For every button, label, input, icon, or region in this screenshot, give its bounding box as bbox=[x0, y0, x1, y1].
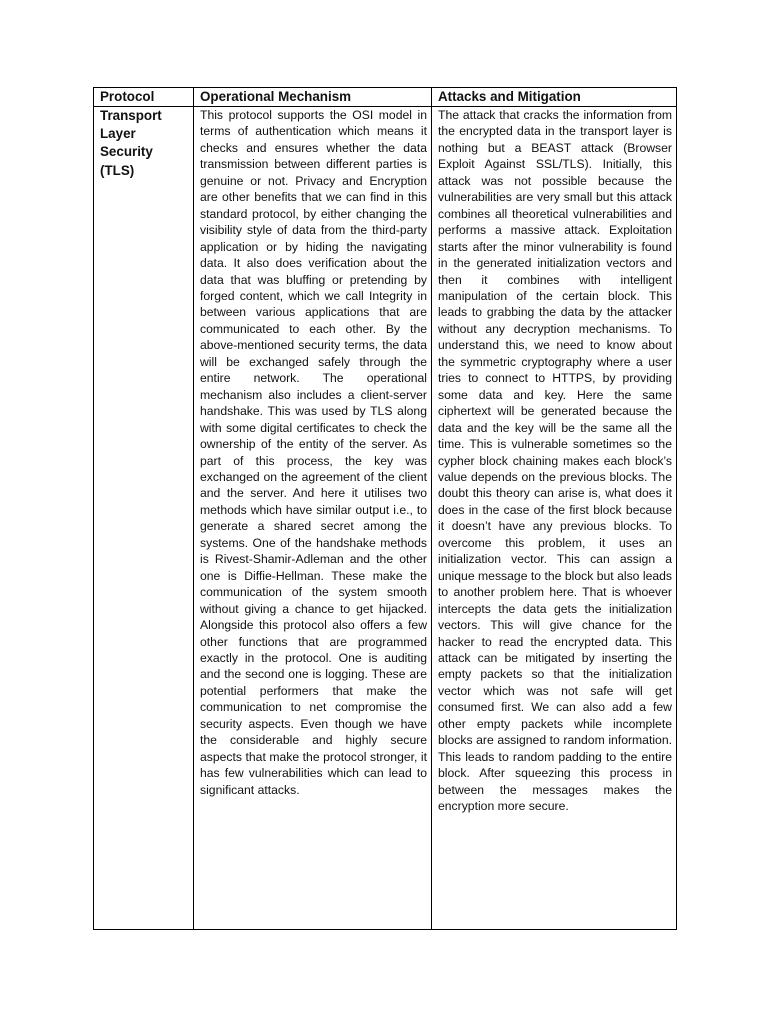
operational-mechanism-cell bbox=[194, 107, 432, 930]
table-header-row bbox=[94, 88, 677, 107]
protocol-name-cell: Transport Layer Security (TLS) bbox=[94, 107, 194, 930]
table-row bbox=[94, 107, 677, 930]
header-attacks-and-mitigation: Attacks and Mitigation bbox=[432, 88, 677, 107]
operational-mechanism-text: This protocol supports the OSI model in terms of authentication which means it checks and ensures whether the data transmission between different parties is genuine or not. Privacy and Encryption are other benefits that we can find in this standard protocol, by either changing the visibility style of data from the third-party application or by hiding the navigating data. It also does verification about the data that was bluffing or pretending by forged content, which we call Integrity in between various applications that are communicated to each other. By the above-mentioned security terms, the data will be exchanged safely through the entire network. The operational mechanism also includes a client-server handshake. This was used by TLS along with some digital certificates to check the ownership of the entity of the server. As part of this process, the key was exchanged on the agreement of the client and the server. And here it utilises two methods which have similar output i.e., to generate a shared secret among the systems. One of the handshake methods is Rivest-Shamir-Adleman and the other one is Diffie-Hellman. These make the communication of the system smooth without giving a chance to get hijacked. Alongside this protocol also offers a few other functions that are programmed exactly in the protocol. One is auditing and the second one is logging. These are potential performers that make the communication to net compromise the security aspects. Even though we have the considerable and highly secure aspects that make the protocol stronger, it has few vulnerabilities which can lead to significant attacks. bbox=[200, 108, 427, 797]
attacks-and-mitigation-text: The attack that cracks the information from the encrypted data in the transport layer is nothing but a BEAST attack (Browser Exploit Against SSL/TLS). Initially, this attack was not possible because the vulnerabilities are very small but this attack combines all theoretical vulnerabilities and performs a massive attack. Exploitation starts after the minor vulnerability is found in the generated initialization vectors and then it combines with intelligent manipulation of the certain block. This leads to grabbing the data by the attacker without any decryption mechanisms. To understand this, we need to know about the symmetric cryptography where a user tries to connect to HTTPS, by providing some data and key. Here the same ciphertext will be generated because the data and the key will be the same all the time. This is vulnerable sometimes so the cypher block chaining makes each block’s value depends on the previous blocks. The doubt this theory can arise is, what does it does in the case of the first block because it doesn’t have any previous blocks. To overcome this problem, it uses an initialization vector. This can assign a unique message to the block but also leads to another problem here. That is whoever intercepts the data gets the initialization vectors. This will give chance for the hacker to read the encrypted data. This attack can be mitigated by inserting the empty packets so that the initialization vector which was not safe will get consumed first. We can also add a few other empty packets while incomplete blocks are assigned to random information. This leads to random padding to the entire block. After squeezing this process in between the messages makes the encryption more secure. bbox=[438, 108, 672, 814]
attacks-and-mitigation-cell bbox=[432, 107, 677, 930]
header-operational-mechanism: Operational Mechanism bbox=[194, 88, 432, 107]
header-protocol: Protocol bbox=[94, 88, 194, 107]
protocol-table bbox=[93, 87, 677, 930]
